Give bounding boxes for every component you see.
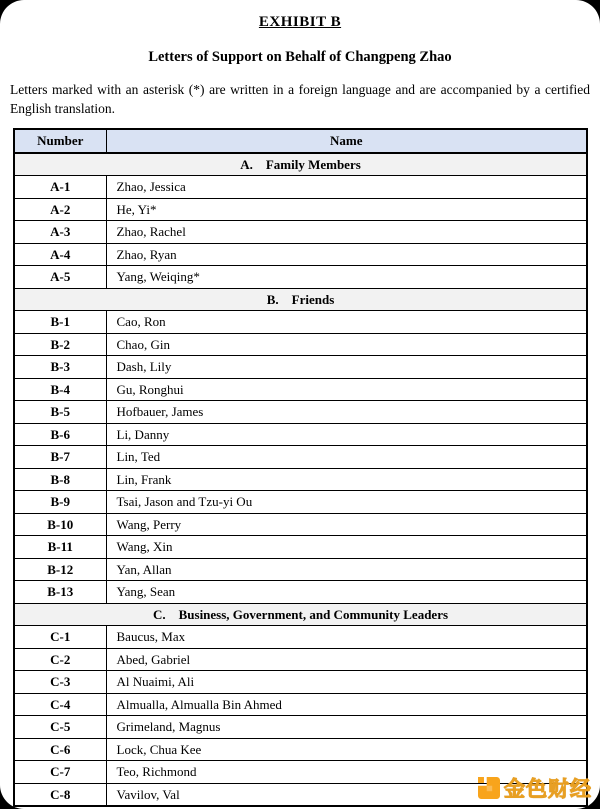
letter-name-cell: Zhao, Jessica [106,176,587,199]
table-row [14,198,587,221]
letter-number-cell: B-3 [14,356,106,379]
table-row [14,176,587,199]
table-row [14,468,587,491]
table-row [14,716,587,739]
letter-name-cell: Hofbauer, James [106,401,587,424]
table-row [14,243,587,266]
table-header-row [14,129,587,153]
letter-name-cell: Lin, Ted [106,446,587,469]
table-row [14,513,587,536]
section-letter: C. [152,606,166,622]
letter-name-cell: Al Nuaimi, Ali [106,671,587,694]
letter-name-cell: Dash, Lily [106,356,587,379]
letter-number-cell: C-3 [14,671,106,694]
letter-number-cell: B-12 [14,558,106,581]
table-row [14,311,587,334]
letter-number-cell: C-5 [14,716,106,739]
letter-name-cell: Teo, Richmond [106,761,587,784]
letter-number-cell: B-13 [14,581,106,604]
table-row [14,356,587,379]
letter-number-cell: A-2 [14,198,106,221]
section-header-cell [14,603,587,626]
section-title: Business, Government, and Community Leaders [178,606,449,622]
letter-number-cell: C-6 [14,738,106,761]
letters-table-body [14,153,587,807]
section-header-cell [14,153,587,176]
table-row [14,626,587,649]
letter-number-cell: A-1 [14,176,106,199]
letter-number-cell: B-8 [14,468,106,491]
letter-name-cell: Grimeland, Magnus [106,716,587,739]
letter-number-cell: C-4 [14,693,106,716]
letter-name-cell: He, Yi* [106,198,587,221]
watermark-brand-text: 金色财经 [504,777,592,801]
letter-name-cell: Cao, Ron [106,311,587,334]
letter-number-cell: B-10 [14,513,106,536]
letter-name-cell: Wang, Perry [106,513,587,536]
letter-name-cell: Almualla, Almualla Bin Ahmed [106,693,587,716]
letter-number-cell: B-9 [14,491,106,514]
section-header-row [14,603,587,626]
letter-number-cell: C-8 [14,783,106,806]
letter-number-cell: B-5 [14,401,106,424]
table-row [14,491,587,514]
table-row [14,738,587,761]
table-row [14,693,587,716]
letter-number-cell: B-6 [14,423,106,446]
document-subtitle: Letters of Support on Behalf of Changpeng Zhao [148,49,452,65]
section-header-cell [14,288,587,311]
section-header-row [14,153,587,176]
column-header-number: Number [14,129,106,153]
table-row [14,333,587,356]
letter-number-cell: C-2 [14,648,106,671]
letter-name-cell: Tsai, Jason and Tzu-yi Ou [106,491,587,514]
table-row [14,671,587,694]
column-header-name: Name [106,129,587,153]
letter-name-cell: Lin, Frank [106,468,587,491]
letter-name-cell: Zhao, Rachel [106,221,587,244]
table-row [14,783,587,806]
letter-number-cell: C-1 [14,626,106,649]
letter-number-cell: B-4 [14,378,106,401]
table-row [14,648,587,671]
letter-number-cell: B-1 [14,311,106,334]
table-row [14,446,587,469]
section-letter: B. [266,291,279,307]
table-row [14,378,587,401]
table-row [14,423,587,446]
letter-name-cell: Yan, Allan [106,558,587,581]
letter-number-cell: A-4 [14,243,106,266]
letters-of-support-table [13,128,588,807]
letter-number-cell: B-11 [14,536,106,559]
letter-name-cell: Gu, Ronghui [106,378,587,401]
section-letter: A. [240,156,253,172]
asterisk-note: Letters marked with an asterisk (*) are written in a foreign language and are accompanied by a certified English translation. [10,82,590,116]
letter-name-cell: Yang, Sean [106,581,587,604]
table-row [14,221,587,244]
table-row [14,558,587,581]
letter-name-cell: Li, Danny [106,423,587,446]
letter-number-cell: C-7 [14,761,106,784]
table-row [14,761,587,784]
table-row [14,266,587,289]
letter-number-cell: B-2 [14,333,106,356]
letter-name-cell: Baucus, Max [106,626,587,649]
table-row [14,536,587,559]
section-title: Friends [291,291,335,307]
letter-name-cell: Zhao, Ryan [106,243,587,266]
table-row [14,401,587,424]
table-row [14,581,587,604]
letter-number-cell: B-7 [14,446,106,469]
letter-name-cell: Chao, Gin [106,333,587,356]
letter-number-cell: A-3 [14,221,106,244]
exhibit-title: EXHIBIT B [258,14,342,30]
letter-name-cell: Abed, Gabriel [106,648,587,671]
letter-name-cell: Wang, Xin [106,536,587,559]
section-title: Family Members [265,156,361,172]
letter-number-cell: A-5 [14,266,106,289]
letter-name-cell: Lock, Chua Kee [106,738,587,761]
section-header-row [14,288,587,311]
letter-name-cell: Vavilov, Val [106,783,587,806]
letter-name-cell: Yang, Weiqing* [106,266,587,289]
